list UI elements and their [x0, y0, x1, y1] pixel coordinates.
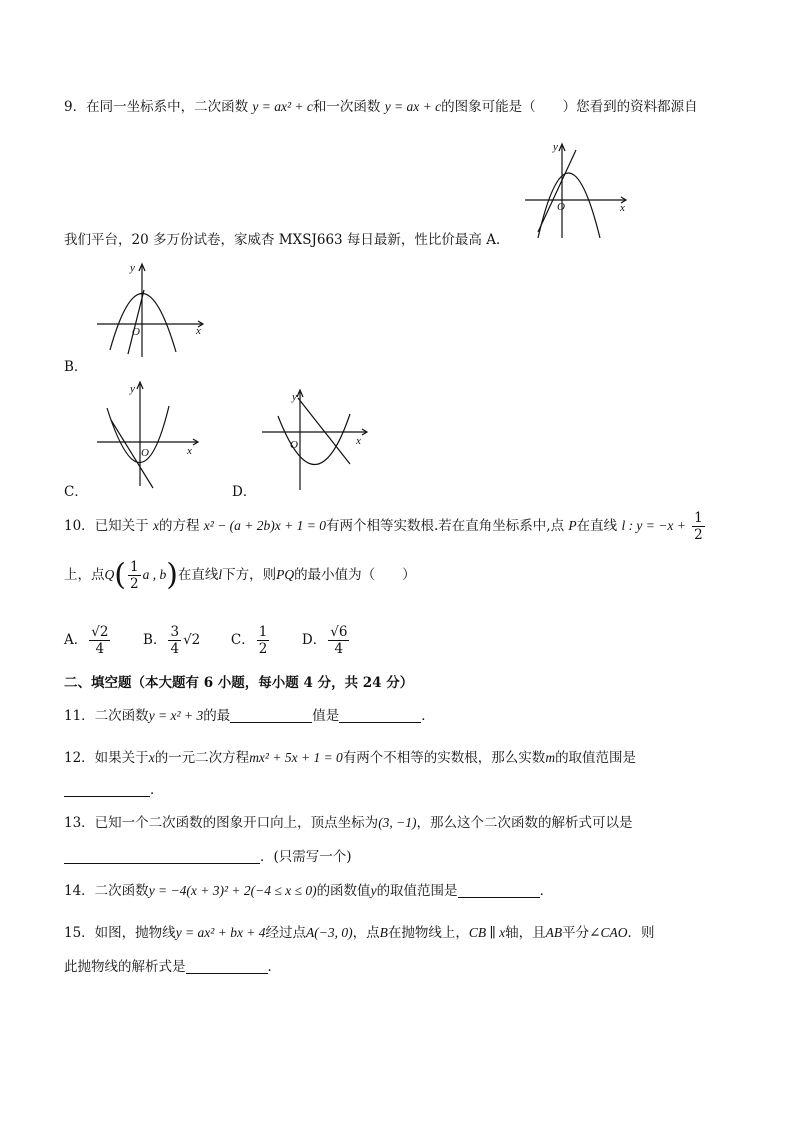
svg-text:x: x [196, 325, 201, 337]
line [298, 398, 350, 464]
line [538, 150, 576, 232]
q15-line2: 此抛物线的解析式是 ． [64, 959, 281, 975]
parabola [110, 293, 176, 352]
q9-option-c-label: C． [64, 484, 88, 500]
svg-text:O: O [132, 326, 140, 338]
q14: 14．二次函数y = −4(x + 3)² + 2(−4 ≤ x ≤ 0)的函数值y的取值范围是 ． [64, 883, 554, 899]
svg-text:x: x [187, 445, 192, 457]
q10-line2: 上，点Q( $\frac{1}{2}$ a , b)在直线l下方，则PQ的最小值为（ ） [64, 557, 416, 593]
svg-text:x: x [620, 202, 625, 214]
q12-line2: ． [64, 781, 164, 799]
svg-text:x: x [356, 435, 361, 447]
q12-blank [64, 782, 150, 797]
parabola [278, 414, 350, 465]
q10-option-a: A． $\frac{√2}{4}$ [64, 624, 109, 657]
q12-line1: 12．如果关于x的一元二次方程mx² + 5x + 1 = 0有两个不相等的实数根，那么实数m的取值范围是 [64, 750, 637, 766]
q9-ad-line: 我们平台，20 多万份试卷，家威杏 MXSJ663 每日最新，性比价最高 A． [64, 232, 510, 248]
q10-option-d: D． $\frac{√6}{4}$ [301, 624, 348, 657]
svg-text:O: O [290, 439, 298, 451]
section-2-heading: 二、填空题（本大题有 6 小题，每小题 4 分，共 24 分） [64, 675, 414, 691]
parabola [107, 406, 169, 463]
q11-blank-2 [339, 708, 421, 723]
graph-option-c [95, 378, 205, 490]
graph-option-d [260, 388, 372, 492]
svg-text:y: y [130, 383, 135, 395]
q10-option-b: B． $\frac{3}{4}$ √2 [143, 624, 201, 657]
q13-blank [64, 849, 260, 864]
svg-text:y: y [130, 262, 135, 274]
q11-blank-1 [230, 708, 312, 723]
svg-text:O: O [557, 201, 565, 213]
q13-line2: ．(只需写一个) [64, 848, 352, 866]
q13-line1: 13．已知一个二次函数的图象开口向上，顶点坐标为(3, −1)，那么这个二次函数的解析式可以是 [64, 815, 633, 831]
q9-option-b-label: B． [64, 359, 88, 375]
svg-text:y: y [292, 391, 297, 403]
svg-text:O: O [141, 447, 149, 459]
svg-text:y: y [553, 141, 558, 153]
graph-option-b [92, 262, 207, 357]
q11: 11．二次函数y = x² + 3的最 值是 ． [64, 708, 435, 724]
q15-blank [186, 959, 268, 974]
q9-line1: 9．在同一坐标系中，二次函数 y = ax² + c和一次函数 y = ax + c的图象可能是（ ）您看到的资料都源自 [64, 99, 698, 115]
q10-line1: 10．已知关于 x的方程 x² − (a + 2b)x + 1 = 0有两个相等实数根.若在直角坐标系中,点 P在直线 l : y = −x + $\frac{1}{2}$ [64, 510, 703, 543]
q14-blank [458, 883, 540, 898]
q15-line1: 15．如图，抛物线y = ax² + bx + 4经过点A(−3, 0)，点B在抛物线上，CB ∥ x轴，且AB平分∠CAO．则 [64, 925, 655, 941]
q10-options [64, 620, 351, 660]
q9-option-d-label: D． [232, 484, 257, 500]
graph-option-a [520, 138, 635, 243]
parabola [538, 173, 600, 238]
q10-option-c: C． $\frac{1}{2}$ [230, 624, 268, 657]
